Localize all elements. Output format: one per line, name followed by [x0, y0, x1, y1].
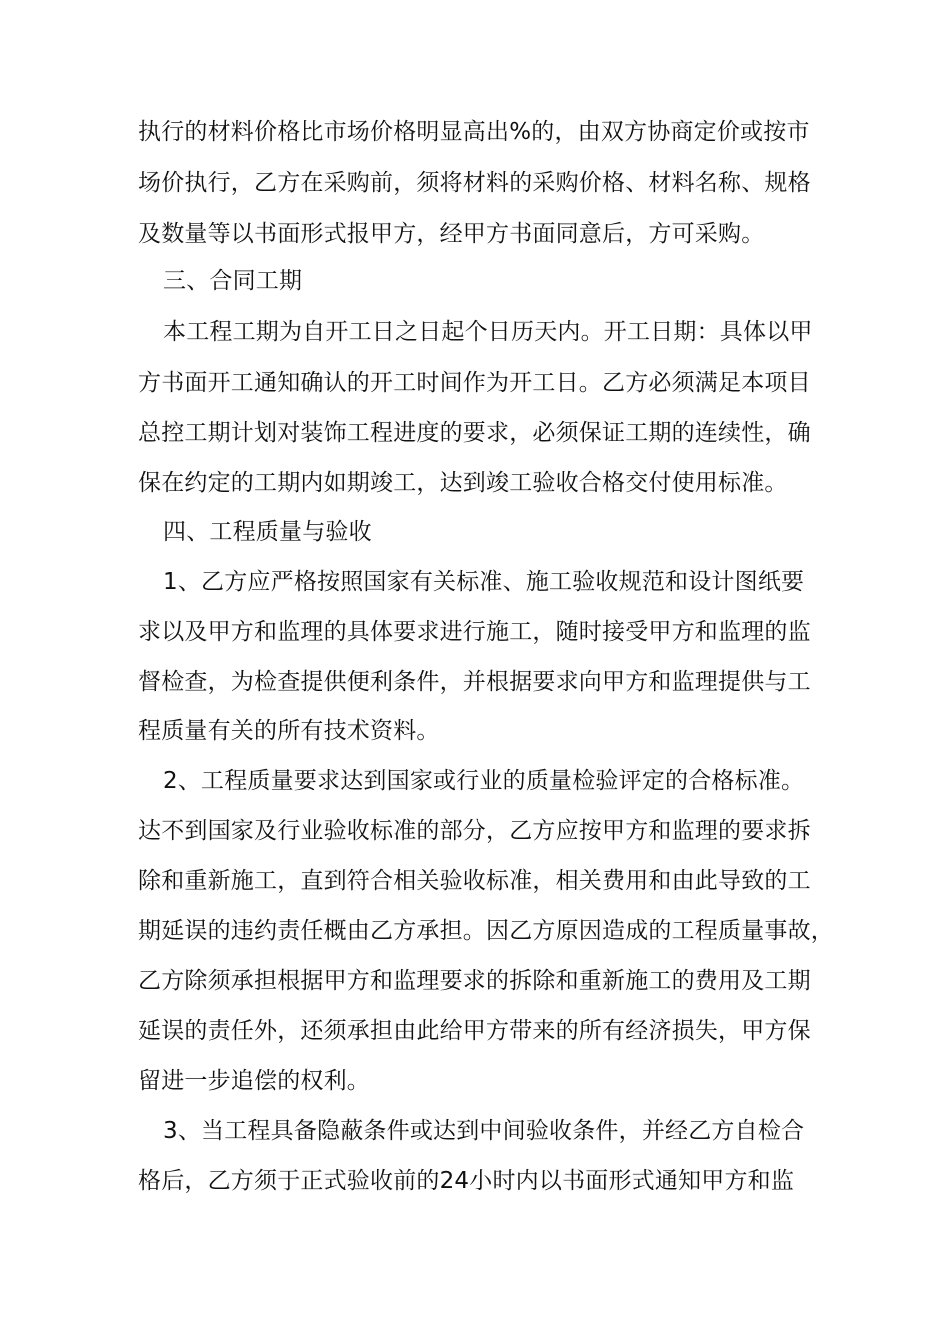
text-line: 督检查，为检查提供便利条件，并根据要求向甲方和监理提供与工 [138, 669, 811, 695]
text-line: 求以及甲方和监理的具体要求进行施工，随时接受甲方和监理的监 [138, 619, 811, 645]
text-line: 除和重新施工，直到符合相关验收标准，相关费用和由此导致的工 [138, 868, 811, 894]
section-heading: 三、合同工期 [163, 268, 303, 294]
text-line: 本工程工期为自开工日之日起个日历天内。开工日期：具体以甲 [163, 319, 813, 345]
text-line: 2、工程质量要求达到国家或行业的质量检验评定的合格标准。 [163, 768, 805, 794]
text-line: 期延误的违约责任概由乙方承担。因乙方原因造成的工程质量事故， [138, 918, 834, 944]
text-line: 3、当工程具备隐蔽条件或达到中间验收条件，并经乙方自检合 [163, 1118, 805, 1144]
text-line: 总控工期计划对装饰工程进度的要求，必须保证工期的连续性，确 [138, 420, 811, 446]
text-line: 保在约定的工期内如期竣工，达到竣工验收合格交付使用标准。 [138, 470, 788, 496]
text-line: 程质量有关的所有技术资料。 [138, 718, 440, 744]
text-line: 达不到国家及行业验收标准的部分，乙方应按甲方和监理的要求拆 [138, 818, 811, 844]
text-line: 格后，乙方须于正式验收前的24小时内以书面形式通知甲方和监 [138, 1168, 795, 1194]
text-line: 1、乙方应严格按照国家有关标准、施工验收规范和设计图纸要 [163, 569, 805, 595]
text-line: 乙方除须承担根据甲方和监理要求的拆除和重新施工的费用及工期 [138, 968, 811, 994]
text-line: 执行的材料价格比市场价格明显高出%的，由双方协商定价或按市 [138, 119, 810, 145]
text-line: 留进一步追偿的权利。 [138, 1068, 370, 1094]
text-line: 延误的责任外，还须承担由此给甲方带来的所有经济损失，甲方保 [138, 1018, 811, 1044]
text-line: 场价执行，乙方在采购前，须将材料的采购价格、材料名称、规格 [138, 170, 811, 196]
section-heading: 四、工程质量与验收 [163, 519, 372, 545]
text-line: 方书面开工通知确认的开工时间作为开工日。乙方必须满足本项目 [138, 370, 811, 396]
text-line: 及数量等以书面形式报甲方，经甲方书面同意后，方可采购。 [138, 221, 765, 247]
